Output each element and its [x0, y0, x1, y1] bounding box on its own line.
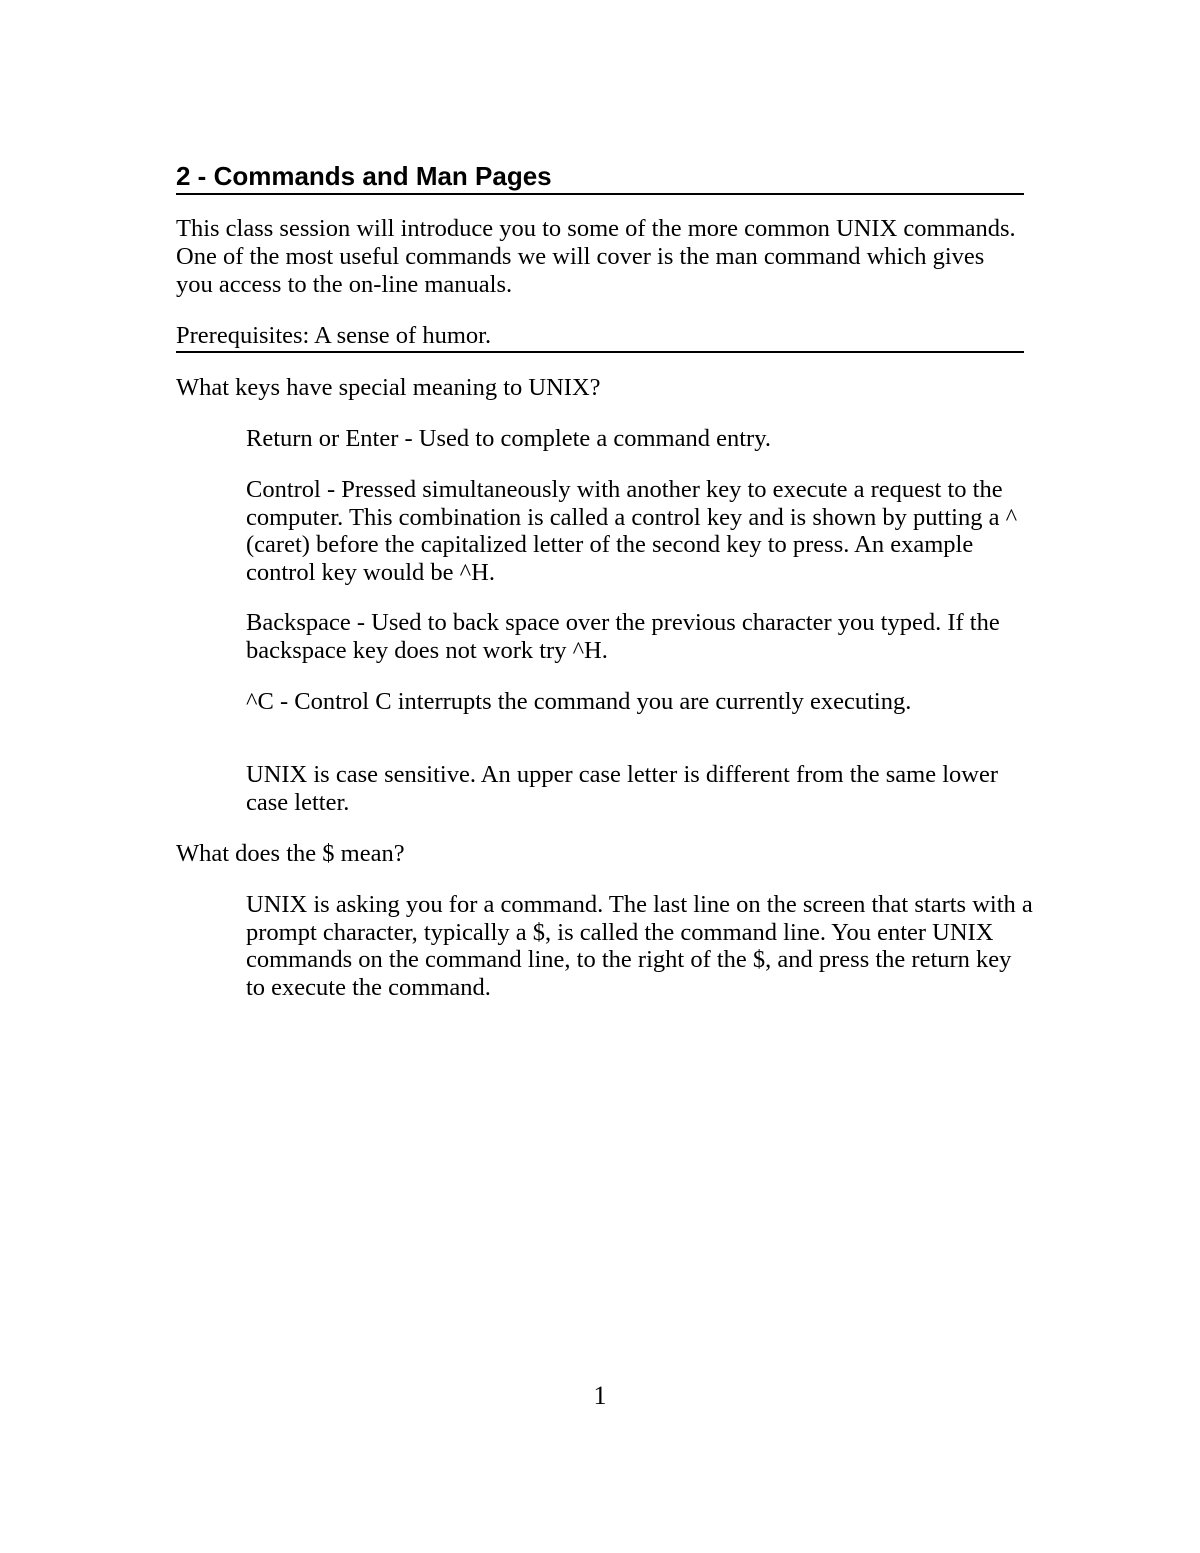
question-special-keys: What keys have special meaning to UNIX? [176, 374, 601, 401]
key-item-control-c: ^C - Control C interrupts the command you are currently executing. [246, 688, 912, 715]
intro-paragraph: This class session will introduce you to some of the more common UNIX commands. One of the most useful commands we will cover is the man command which gives you access to the on-line manuals. [176, 215, 1016, 298]
section-heading: 2 - Commands and Man Pages [176, 160, 1024, 195]
prerequisites-line: Prerequisites: A sense of humor. [176, 322, 1024, 353]
dollar-answer: UNIX is asking you for a command. The last line on the screen that starts with a prompt character, typically a $, is called the command line. You enter UNIX commands on the command line, to the right of the $, and press the return key to execute the command. [246, 891, 1033, 1001]
key-item-backspace: Backspace - Used to back space over the previous character you typed. If the backspace key does not work try ^H. [246, 609, 1000, 664]
question-dollar: What does the $ mean? [176, 840, 405, 867]
case-sensitivity-note: UNIX is case sensitive. An upper case letter is different from the same lower case letter. [246, 761, 998, 816]
key-item-control: Control - Pressed simultaneously with another key to execute a request to the computer. This combination is called a control key and is shown by putting a ^ (caret) before the capitalized letter of the second key to press. An example control key would be ^H. [246, 476, 1018, 586]
key-item-return: Return or Enter - Used to complete a command entry. [246, 425, 771, 452]
page-number: 1 [593, 1381, 607, 1410]
